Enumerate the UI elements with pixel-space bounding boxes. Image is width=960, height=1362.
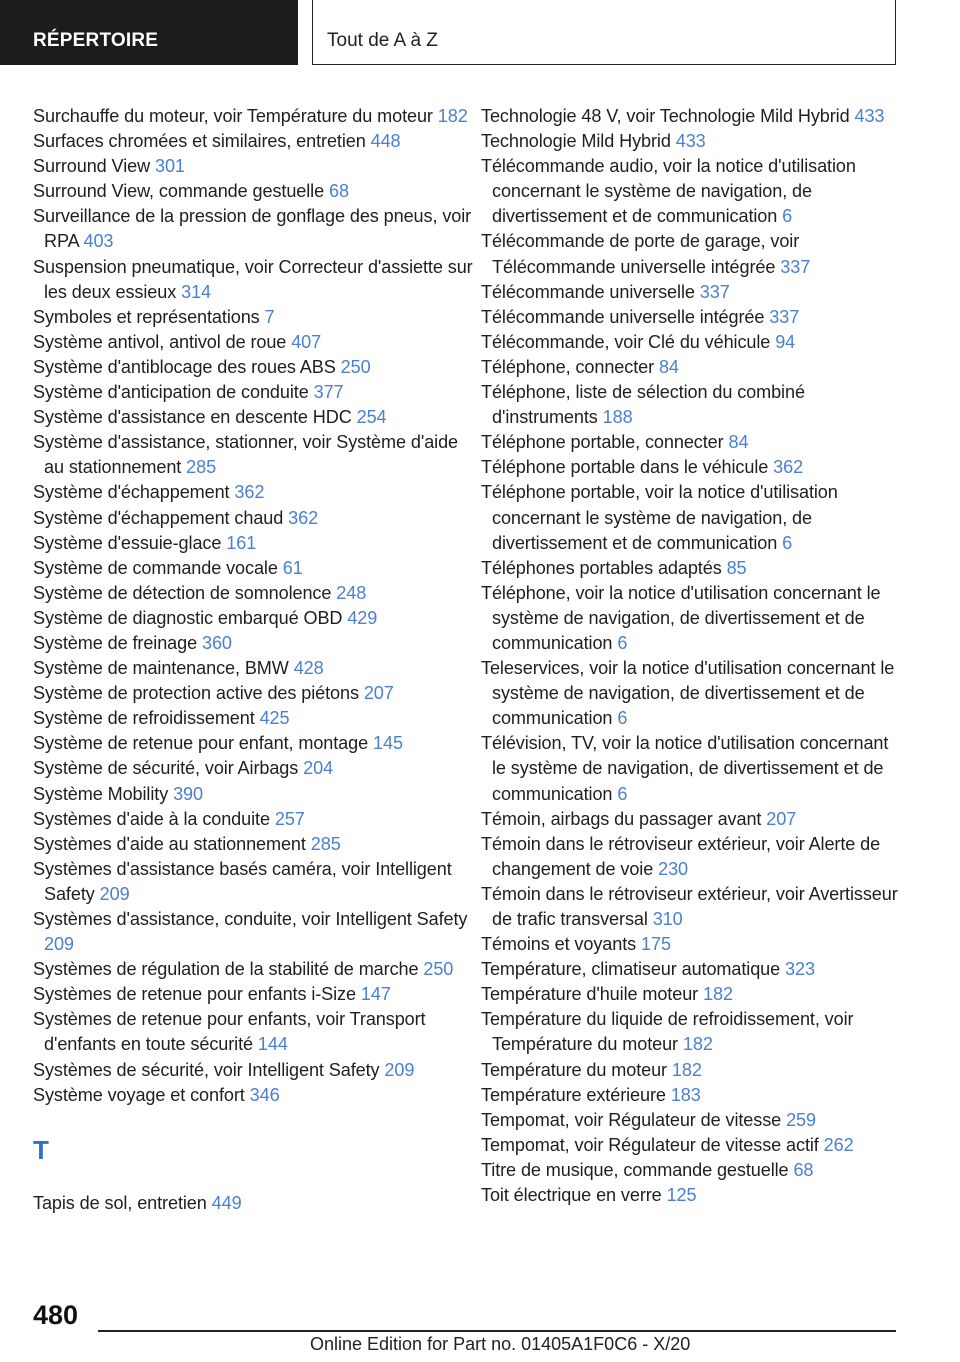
- index-entry: [481, 455, 906, 480]
- index-entry-page-link[interactable]: 207: [766, 808, 797, 829]
- index-entry: [33, 957, 473, 982]
- footer-edition: Online Edition for Part no. 01405A1F0C6 - X/20: [310, 1334, 691, 1354]
- index-entry-text: Systèmes de retenue pour enfants i-Size: [33, 984, 356, 1005]
- index-entry: [481, 1183, 906, 1208]
- index-entry-page-link[interactable]: 433: [854, 106, 885, 126]
- index-entry: [33, 1058, 473, 1083]
- index-entry: [33, 330, 473, 355]
- index-entry-page-link[interactable]: 337: [699, 281, 730, 302]
- index-entry-text: Symboles et représentations: [33, 306, 260, 327]
- index-entry-page-link[interactable]: 147: [360, 984, 391, 1005]
- index-entry: [33, 1007, 473, 1057]
- index-entry-text: Télécommande universelle: [481, 281, 695, 302]
- index-entry-text: Télécommande, voir Clé du véhicule: [481, 331, 771, 352]
- index-entry-text: Surround View, commande gestuelle: [33, 181, 325, 202]
- index-entry-page-link[interactable]: 6: [617, 783, 628, 804]
- index-entry-page-link[interactable]: 259: [786, 1109, 816, 1130]
- index-entry-text: Système de sécurité, voir Airbags: [33, 758, 299, 779]
- index-entry: [33, 405, 473, 430]
- index-entry: [33, 631, 473, 656]
- index-entry: [33, 129, 473, 154]
- index-entry-text: Télévision, TV, voir la notice d'utilisation concernant le système de navigation, de divertissement et de communication: [481, 733, 889, 804]
- index-entry: [481, 832, 906, 882]
- index-entry-page-link[interactable]: 362: [234, 482, 265, 503]
- index-entry: [33, 1191, 473, 1216]
- index-entry-text: Téléphones portables adaptés: [481, 557, 722, 578]
- index-entry: [481, 731, 906, 806]
- index-entry-page-link[interactable]: 301: [155, 156, 185, 177]
- section-letter-t: T: [33, 1134, 49, 1165]
- index-entry: [33, 756, 473, 781]
- index-entry-page-link[interactable]: 360: [202, 632, 232, 653]
- index-entry: [481, 380, 906, 430]
- index-entry-page-link[interactable]: 175: [641, 934, 671, 955]
- index-entry-text: Systèmes de retenue pour enfants, voir Transport d'enfants en toute sécurité: [33, 1009, 426, 1055]
- index-entry-page-link[interactable]: 362: [773, 457, 804, 478]
- index-entry-text: Système antivol, antivol de roue: [33, 331, 287, 352]
- index-entry-text: Systèmes de sécurité, voir Intelligent Safety: [33, 1059, 380, 1080]
- page-title: [312, 0, 896, 65]
- index-entry: [481, 154, 906, 229]
- index-entry-text: Tempomat, voir Régulateur de vitesse: [481, 1109, 782, 1130]
- index-entry: [481, 1158, 906, 1183]
- index-entry: [481, 1133, 906, 1158]
- index-entry-text: Systèmes d'aide au stationnement: [33, 833, 306, 854]
- index-entry-text: Surveillance de la pression de gonflage des pneus, voir RPA: [33, 206, 472, 252]
- index-entry-text: Télécommande de porte de garage, voir Télécommande universelle intégrée: [481, 231, 800, 277]
- index-entry: [481, 330, 906, 355]
- index-entry-page-link[interactable]: 182: [682, 1034, 713, 1055]
- index-column-left: [33, 104, 473, 1216]
- index-entry-text: Téléphone portable, connecter: [481, 432, 724, 453]
- index-entry-text: Température du liquide de refroidissement, voir Température du moteur: [481, 1009, 854, 1055]
- index-entry: [33, 179, 473, 204]
- index-entry-page-link[interactable]: 204: [303, 758, 334, 779]
- index-entry-page-link[interactable]: 250: [340, 356, 371, 377]
- index-entry-text: Titre de musique, commande gestuelle: [481, 1159, 789, 1180]
- index-entry-page-link[interactable]: 323: [785, 959, 815, 980]
- index-entry-text: Système d'échappement chaud: [33, 507, 284, 528]
- index-entry-text: Technologie Mild Hybrid: [481, 131, 671, 152]
- index-entry-page-link[interactable]: 182: [671, 1059, 702, 1080]
- index-entry-page-link[interactable]: 262: [823, 1134, 854, 1155]
- index-entry: [481, 982, 906, 1007]
- index-entry: [481, 1108, 906, 1133]
- index-entry: [481, 229, 906, 279]
- index-entry-page-link[interactable]: 250: [423, 959, 454, 980]
- section-label: RÉPERTOIRE: [33, 30, 159, 51]
- index-entry-page-link[interactable]: 183: [670, 1084, 701, 1105]
- section-tab: [0, 0, 298, 65]
- index-entry-page-link[interactable]: 188: [602, 407, 633, 428]
- index-entry-text: Systèmes d'assistance basés caméra, voir Intelligent Safety: [33, 858, 452, 904]
- index-entry-text: Témoin dans le rétroviseur extérieur, voir Alerte de changement de voie: [481, 833, 881, 879]
- index-entry-page-link[interactable]: 209: [44, 934, 74, 955]
- index-entry: [33, 982, 473, 1007]
- index-entry-text: Systèmes de régulation de la stabilité de marche: [33, 959, 419, 980]
- index-entry-page-link[interactable]: 6: [782, 206, 793, 227]
- index-entry: [33, 581, 473, 606]
- index-entry-text: Système d'échappement: [33, 482, 230, 503]
- index-entry-text: Téléphone, voir la notice d'utilisation concernant le système de navigation, de divertissement et de communication: [481, 582, 881, 653]
- index-entry-page-link[interactable]: 377: [313, 382, 344, 403]
- index-entry-page-link[interactable]: 6: [782, 532, 793, 553]
- index-entry-page-link[interactable]: 182: [437, 106, 468, 126]
- index-entry-text: Systèmes d'assistance, conduite, voir Intelligent Safety: [33, 909, 468, 929]
- index-entry-page-link[interactable]: 182: [703, 984, 733, 1005]
- index-entry: [481, 305, 906, 330]
- index-entry-page-link[interactable]: 449: [211, 1192, 242, 1213]
- index-entry-text: Système voyage et confort: [33, 1084, 245, 1105]
- index-entry-text: Système de détection de somnolence: [33, 582, 332, 603]
- index-entry-page-link[interactable]: 7: [264, 306, 275, 327]
- index-entry: [33, 807, 473, 832]
- index-entry: [33, 656, 473, 681]
- index-entry-page-link[interactable]: 429: [347, 607, 378, 628]
- index-entry-text: Système d'anticipation de conduite: [33, 382, 309, 403]
- index-entry: [481, 957, 906, 982]
- index-entry: [33, 305, 473, 330]
- index-entry-page-link[interactable]: 310: [652, 909, 683, 929]
- index-entry-page-link[interactable]: 61: [282, 557, 303, 578]
- index-entry-page-link[interactable]: 433: [675, 131, 706, 152]
- index-entry-text: Température d'huile moteur: [481, 984, 699, 1005]
- index-entry-page-link[interactable]: 337: [769, 306, 800, 327]
- index-entry: [481, 355, 906, 380]
- index-entry-text: Système d'assistance, stationner, voir Système d'aide au stationnement: [33, 432, 459, 478]
- index-entry-page-link[interactable]: 448: [370, 131, 401, 152]
- index-entry: [481, 280, 906, 305]
- index-entry: [481, 581, 906, 656]
- index-entry-text: Téléphone portable dans le véhicule: [481, 457, 769, 478]
- index-entry-text: Témoin dans le rétroviseur extérieur, voir Avertisseur de trafic transversal: [481, 883, 898, 929]
- index-entry-text: Toit électrique en verre: [481, 1185, 662, 1206]
- index-entry: [33, 255, 473, 305]
- index-entry-text: Téléphone, connecter: [481, 356, 655, 377]
- index-entry-text: Témoins et voyants: [481, 934, 637, 955]
- index-entry: [33, 731, 473, 756]
- index-entry-page-link[interactable]: 68: [793, 1159, 814, 1180]
- index-entry-page-link[interactable]: 6: [617, 632, 628, 653]
- index-entry-text: Technologie 48 V, voir Technologie Mild Hybrid: [481, 106, 850, 126]
- index-entry-page-link[interactable]: 145: [373, 733, 403, 754]
- index-entry: [33, 154, 473, 179]
- index-entry: [33, 556, 473, 581]
- index-entry-text: Surround View: [33, 156, 151, 177]
- index-entry-text: Système Mobility: [33, 783, 169, 804]
- page-number: 480: [33, 1300, 79, 1330]
- index-entry-page-link[interactable]: 6: [617, 708, 628, 729]
- page-title-text: Tout de A à Z: [327, 30, 438, 51]
- index-entry-page-link[interactable]: 207: [363, 683, 394, 704]
- index-entry: [33, 355, 473, 380]
- index-entry-text: Téléphone portable, voir la notice d'utilisation concernant le système de navigation, de divertissement et de communication: [481, 482, 838, 553]
- index-entry-page-link[interactable]: 407: [291, 331, 322, 352]
- index-entry: [481, 1058, 906, 1083]
- index-entry-page-link[interactable]: 425: [259, 708, 290, 729]
- index-entry-page-link[interactable]: 125: [666, 1185, 697, 1206]
- index-entry-page-link[interactable]: 248: [336, 582, 367, 603]
- index-entry-page-link[interactable]: 230: [658, 858, 688, 879]
- index-entry: [33, 832, 473, 857]
- index-entry-text: Systèmes d'aide à la conduite: [33, 808, 270, 829]
- index-entry: [481, 104, 906, 129]
- index-entry: [33, 380, 473, 405]
- index-entry-page-link[interactable]: 68: [329, 181, 349, 202]
- index-entry: [481, 129, 906, 154]
- index-entry: [33, 606, 473, 631]
- index-entry: [33, 1083, 473, 1108]
- index-entry: [481, 480, 906, 555]
- index-entry-page-link[interactable]: 403: [83, 231, 114, 252]
- index-entry-page-link[interactable]: 257: [274, 808, 305, 829]
- index-entry-page-link[interactable]: 285: [310, 833, 341, 854]
- index-entry: [481, 932, 906, 957]
- index-entry-page-link[interactable]: 209: [384, 1059, 415, 1080]
- index-entry: [33, 681, 473, 706]
- index-entry-text: Suspension pneumatique, voir Correcteur d'assiette sur les deux essieux: [33, 256, 473, 302]
- index-entry-text: Tapis de sol, entretien: [33, 1192, 207, 1213]
- index-entry-text: Téléphone, liste de sélection du combiné d'instruments: [481, 382, 805, 428]
- index-entry-page-link[interactable]: 209: [99, 883, 130, 904]
- index-entry-text: Système de diagnostic embarqué OBD: [33, 607, 343, 628]
- index-entry: [33, 857, 473, 907]
- index-entry: [481, 807, 906, 832]
- index-entry: [33, 782, 473, 807]
- index-entry-text: Témoin, airbags du passager avant: [481, 808, 762, 829]
- section-gap: [33, 1165, 473, 1191]
- index-entry-page-link[interactable]: 314: [181, 281, 211, 302]
- index-entry: [481, 430, 906, 455]
- index-entry: [33, 706, 473, 731]
- index-list-left: [33, 104, 473, 1108]
- index-entry: [33, 506, 473, 531]
- index-entry: [33, 531, 473, 556]
- index-entry-text: Système d'antiblocage des roues ABS: [33, 356, 336, 377]
- index-entry: [33, 204, 473, 254]
- index-list-right: [481, 104, 906, 1208]
- index-entry-text: Système de maintenance, BMW: [33, 658, 289, 679]
- index-entry-text: Système de freinage: [33, 632, 198, 653]
- index-entry-text: Système d'essuie-glace: [33, 532, 222, 553]
- index-entry: [33, 907, 473, 957]
- index-entry-text: Système de retenue pour enfant, montage: [33, 733, 369, 754]
- index-entry-page-link[interactable]: 254: [356, 407, 387, 428]
- index-entry: [33, 480, 473, 505]
- footer-divider: [98, 1330, 896, 1332]
- index-entry-text: Tempomat, voir Régulateur de vitesse actif: [481, 1134, 819, 1155]
- index-entry: [481, 1083, 906, 1108]
- index-entry-page-link[interactable]: 337: [780, 256, 811, 277]
- index-entry-text: Système de refroidissement: [33, 708, 255, 729]
- index-entry-page-link[interactable]: 362: [288, 507, 319, 528]
- index-entry-page-link[interactable]: 84: [658, 356, 679, 377]
- index-list-left-t: [33, 1191, 473, 1216]
- index-entry-page-link[interactable]: 161: [226, 532, 257, 553]
- index-column-right: [481, 104, 906, 1208]
- index-entry-text: Température extérieure: [481, 1084, 666, 1105]
- index-entry-text: Système d'assistance en descente HDC: [33, 407, 352, 428]
- index-entry-text: Système de protection active des piétons: [33, 683, 359, 704]
- index-entry-text: Télécommande audio, voir la notice d'utilisation concernant le système de navigation, de divertissement et de communication: [481, 156, 856, 227]
- index-entry: [33, 430, 473, 480]
- index-entry-text: Surfaces chromées et similaires, entretien: [33, 131, 366, 152]
- index-entry-text: Température du moteur: [481, 1059, 667, 1080]
- index-entry-page-link[interactable]: 390: [173, 783, 203, 804]
- index-entry-text: Température, climatiseur automatique: [481, 959, 781, 980]
- index-entry-text: Surchauffe du moteur, voir Température du moteur: [33, 106, 433, 126]
- index-entry: [33, 104, 473, 129]
- index-entry-text: Système de commande vocale: [33, 557, 278, 578]
- index-entry: [481, 556, 906, 581]
- index-entry-text: Teleservices, voir la notice d'utilisation concernant le système de navigation, de divertissement et de communication: [481, 658, 895, 729]
- index-entry-page-link[interactable]: 84: [728, 432, 749, 453]
- index-entry-page-link[interactable]: 346: [249, 1084, 280, 1105]
- index-entry-page-link[interactable]: 144: [257, 1034, 288, 1055]
- index-entry: [481, 882, 906, 932]
- index-entry-page-link[interactable]: 85: [726, 557, 747, 578]
- index-entry: [481, 656, 906, 731]
- index-entry: [481, 1007, 906, 1057]
- index-entry-text: Télécommande universelle intégrée: [481, 306, 765, 327]
- index-entry-page-link[interactable]: 428: [293, 658, 324, 679]
- index-entry-page-link[interactable]: 285: [186, 457, 217, 478]
- index-entry-page-link[interactable]: 94: [775, 331, 796, 352]
